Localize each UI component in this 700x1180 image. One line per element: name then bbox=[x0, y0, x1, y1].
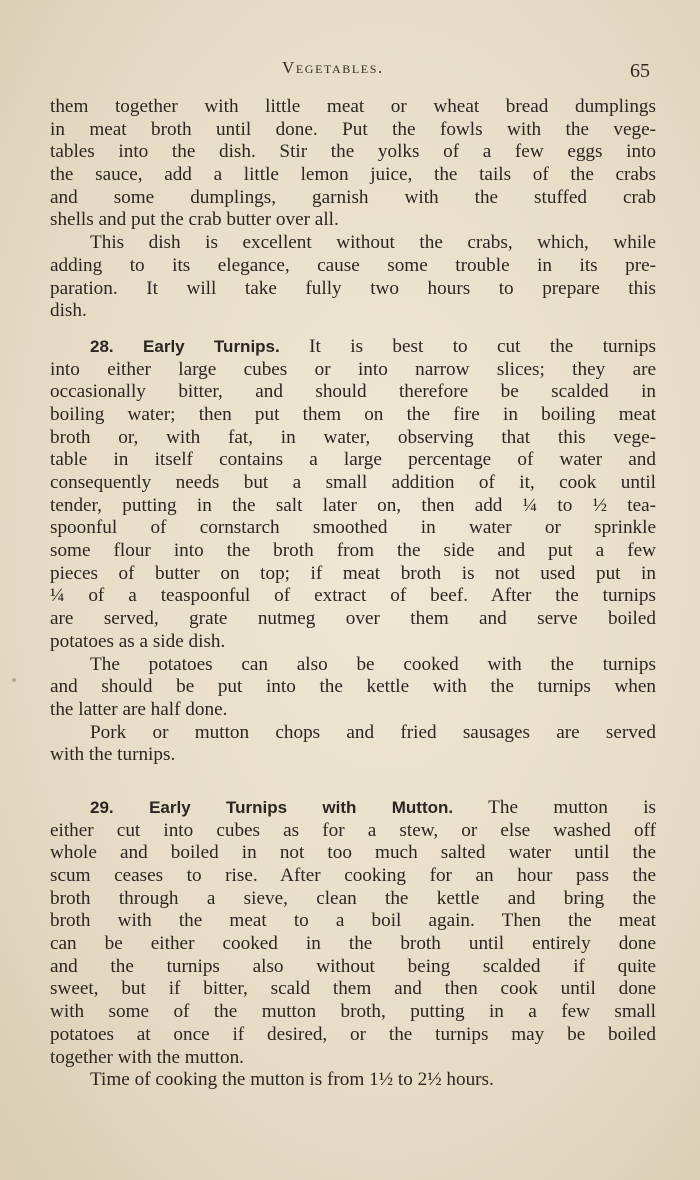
text-line: potatoes at once if desired, or the turnips may be boiled bbox=[50, 1023, 656, 1045]
text-line: adding to its elegance, cause some trouble in its pre- bbox=[50, 254, 656, 276]
text-line: potatoes as a side dish. bbox=[50, 630, 226, 652]
text-line: some flour into the broth from the side and put a few bbox=[50, 540, 656, 562]
running-head bbox=[0, 58, 700, 82]
paragraph-crab-note bbox=[50, 232, 656, 323]
recipe-heading-line bbox=[50, 797, 656, 820]
text-line: whole and boiled in not too much salted water until the bbox=[50, 842, 656, 864]
text-line: with the turnips. bbox=[50, 744, 176, 766]
running-title: Vegetables. bbox=[282, 58, 384, 77]
text-line: The potatoes can also be cooked with the turnips bbox=[90, 653, 656, 675]
text-line: consequently needs but a small addition of it, cook until bbox=[50, 472, 656, 493]
paragraph-serving-note bbox=[50, 722, 656, 767]
text-line: tender, putting in the salt later on, then add ¼ to ½ tea- bbox=[50, 494, 656, 516]
text-line: them together with little meat or wheat bread dumplings bbox=[50, 96, 656, 117]
text-line: It is best to cut the turnips bbox=[309, 335, 656, 357]
text-line: tables into the dish. Stir the yolks of a few eggs into bbox=[50, 141, 656, 163]
text-line: The mutton is bbox=[488, 796, 656, 818]
recipe-29 bbox=[50, 797, 656, 1069]
text-line: the sauce, add a little lemon juice, the tails of the crabs bbox=[50, 164, 656, 186]
recipe-28 bbox=[50, 336, 656, 654]
text-line: paration. It will take fully two hours to prepare this bbox=[50, 277, 656, 299]
text-line: and some dumplings, garnish with the stuffed crab bbox=[50, 186, 656, 208]
text-line: pieces of butter on top; if meat broth is not used put in bbox=[50, 562, 656, 584]
text-line: the latter are half done. bbox=[50, 698, 228, 720]
text-line: Pork or mutton chops and fried sausages are served bbox=[90, 721, 656, 743]
recipe-heading-line bbox=[50, 336, 656, 359]
paragraph-continued-recipe bbox=[50, 96, 656, 232]
text-line: broth or, with fat, in water, observing that this vege- bbox=[50, 426, 656, 448]
text-line: This dish is excellent without the crabs, which, while bbox=[90, 232, 656, 254]
text-line: boiling water; then put them on the fire in boiling meat bbox=[50, 403, 656, 425]
recipe-title: Early Turnips with Mutton. bbox=[149, 797, 454, 817]
text-line: together with the mutton. bbox=[50, 1046, 244, 1068]
paper-blemish bbox=[12, 678, 16, 682]
body-text bbox=[50, 96, 656, 1092]
text-line: into either large cubes or into narrow slices; they are bbox=[50, 358, 656, 380]
text-line: broth with the meat to a boil again. Then the meat bbox=[50, 910, 656, 932]
text-line: can be either cooked in the broth until entirely done bbox=[50, 933, 656, 955]
text-line: spoonful of cornstarch smoothed in water or sprinkle bbox=[50, 517, 656, 539]
text-line: and should be put into the kettle with the turnips when bbox=[50, 676, 656, 698]
text-line: with some of the mutton broth, putting in a few small bbox=[50, 1001, 656, 1023]
text-line: and the turnips also without being scalded if quite bbox=[50, 955, 656, 977]
recipe-number: 28. bbox=[90, 336, 114, 356]
text-line: dish. bbox=[50, 300, 87, 322]
recipe-title: Early Turnips. bbox=[143, 336, 280, 356]
text-line: scum ceases to rise. After cooking for an hour pass the bbox=[50, 865, 656, 886]
text-line: broth through a sieve, clean the kettle and bring the bbox=[50, 887, 656, 909]
text-line: table in itself contains a large percentage of water and bbox=[50, 449, 656, 471]
page-number: 65 bbox=[630, 60, 650, 82]
text-line: are served, grate nutmeg over them and serve boiled bbox=[50, 608, 656, 630]
text-line: Time of cooking the mutton is from 1½ to 2½ hours. bbox=[90, 1069, 494, 1091]
paragraph-cooking-time bbox=[50, 1069, 656, 1092]
text-line: shells and put the crab butter over all. bbox=[50, 209, 339, 231]
text-line: occasionally bitter, and should therefore be scalded in bbox=[50, 381, 656, 403]
paragraph-potatoes-note bbox=[50, 654, 656, 722]
text-line: sweet, but if bitter, scald them and then cook until done bbox=[50, 978, 656, 1000]
recipe-number: 29. bbox=[90, 797, 114, 817]
text-line: either cut into cubes as for a stew, or else washed off bbox=[50, 819, 656, 841]
text-line: ¼ of a teaspoonful of extract of beef. After the turnips bbox=[50, 585, 656, 607]
text-line: in meat broth until done. Put the fowls with the vege- bbox=[50, 118, 656, 140]
